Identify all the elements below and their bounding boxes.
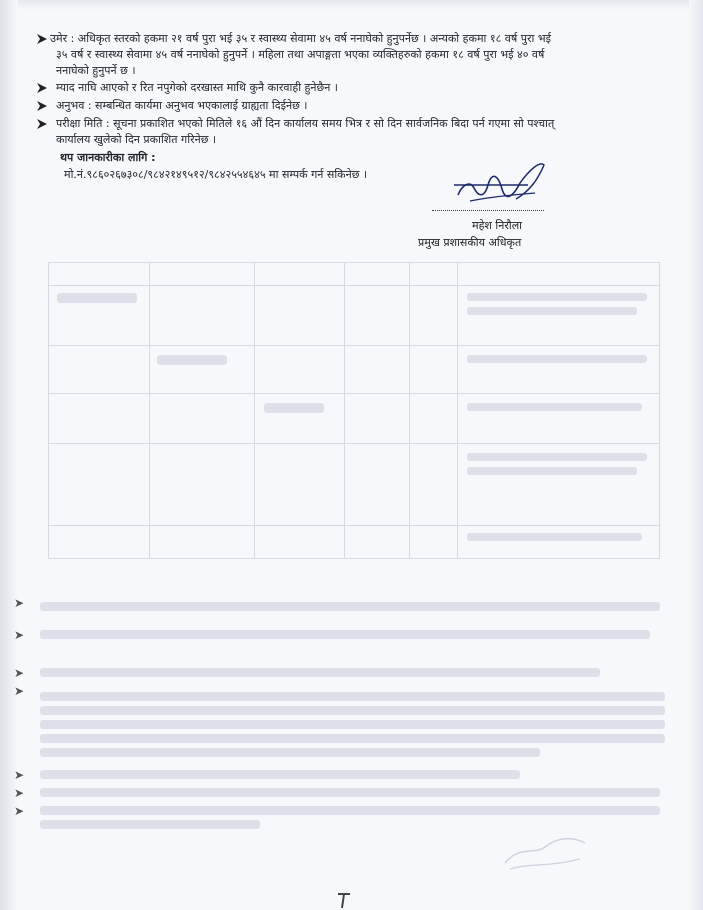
- arrow-bullet-icon: [36, 118, 48, 130]
- contact-numbers: मो.नं.९८६०२६७३०८/९८४२१४९५१२/९८४२५५४६४५ मा सम्पर्क गर्न सकिनेछ ।: [64, 168, 368, 181]
- bleed-through-text: [40, 602, 660, 611]
- late-application-rule: म्याद नाघि आएको र रित नपुगेको दरखास्त माथि कुनै कारवाही हुनेछैन ।: [56, 81, 338, 94]
- margin-arrow-mark: ➤: [14, 666, 25, 680]
- margin-arrow-mark: ➤: [14, 786, 25, 800]
- pen-mark: [335, 890, 355, 910]
- margin-arrow-mark: ➤: [14, 628, 25, 642]
- age-requirement-line-1: उमेर : अधिकृत स्तरको हकमा २१ वर्ष पुरा भई ३५ र स्वास्थ्य सेवामा ४५ वर्ष ननाघेको हुनुपर्नेछ । अन्यको हकमा १८ वर्ष पुरा भई: [50, 32, 552, 45]
- bleed-through-text: [40, 692, 665, 701]
- margin-arrow-mark: ➤: [14, 684, 25, 698]
- bleed-through-text: [40, 630, 650, 639]
- bleed-through-text: [40, 788, 660, 797]
- age-requirement-line-2: ३५ वर्ष र स्वास्थ्य सेवामा ४५ वर्ष ननाघेको हुनुपर्ने । महिला तथा अपाङ्गता भएका व्यक्तिहरुको हकमा १८ वर्ष पुरा भई ४० वर्ष: [56, 48, 545, 61]
- bleed-through-signature: [500, 825, 590, 875]
- arrow-bullet-icon: [36, 82, 48, 94]
- bleed-through-text: [40, 770, 520, 779]
- experience-rule: अनुभव : सम्बन्धित कार्यमा अनुभव भएकालाई ग्राह्यता दिईनेछ ।: [56, 99, 308, 112]
- margin-arrow-mark: ➤: [14, 596, 25, 610]
- bleed-through-text: [40, 748, 540, 757]
- age-requirement-line-3: ननाघेको हुनुपर्ने छ ।: [56, 64, 136, 77]
- bleed-through-text: [40, 720, 665, 729]
- arrow-bullet-icon: [36, 33, 48, 45]
- page-top-edge-shadow: [0, 0, 703, 10]
- margin-arrow-mark: ➤: [14, 804, 25, 818]
- bleed-through-text: [40, 806, 660, 815]
- signatory-name: महेश निरौला: [472, 219, 523, 232]
- signatory-title: प्रमुख प्रशासकीय अधिकृत: [418, 236, 522, 249]
- contact-heading: थप जानकारीका लागि :: [60, 151, 156, 164]
- exam-date-line-1: परीक्षा मिति : सूचना प्रकाशित भएको मितिले १६ औं दिन कार्यालय समय भित्र र सो दिन सार्वजनिक बिदा पर्न गएमा सो पश्चात्: [56, 117, 555, 130]
- bleed-through-text: [40, 706, 665, 715]
- signature-line: [432, 210, 544, 211]
- page-right-edge-shadow: [689, 0, 703, 910]
- handwritten-signature: [440, 155, 550, 215]
- bleed-through-text: [40, 668, 600, 677]
- arrow-bullet-icon: [36, 100, 48, 112]
- bleed-through-text: [40, 820, 260, 829]
- bleed-through-table: [48, 262, 660, 559]
- exam-date-line-2: कार्यालय खुलेको दिन प्रकाशित गरिनेछ ।: [56, 133, 217, 146]
- margin-arrow-mark: ➤: [14, 768, 25, 782]
- bleed-through-text: [40, 734, 665, 743]
